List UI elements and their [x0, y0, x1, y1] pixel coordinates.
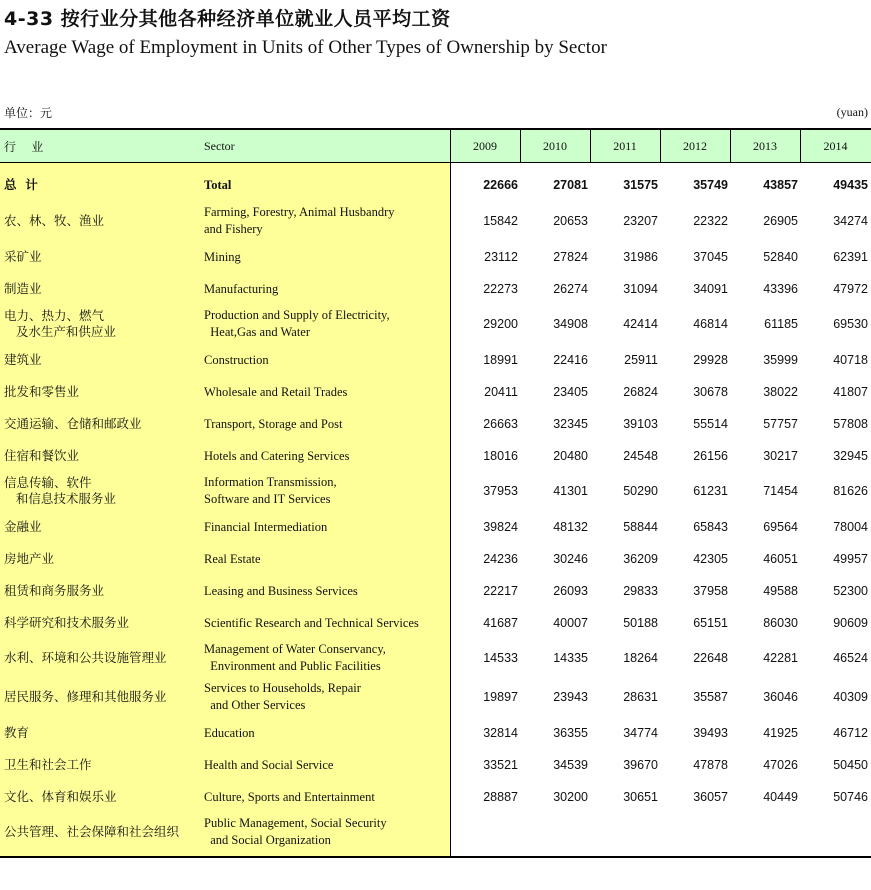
wage-value-2013: [732, 815, 798, 849]
wage-value-2013: 57757: [763, 417, 798, 431]
wage-value-2013: 46051: [763, 552, 798, 566]
wage-value-2014: 49957: [833, 552, 868, 566]
wage-value-2011: 36209: [623, 552, 658, 566]
wage-value-2013: 42281: [763, 651, 798, 665]
wage-value-2010: 34539: [553, 758, 588, 772]
sector-name-english: Production and Supply of Electricity, Heat,Gas and Water: [204, 308, 390, 339]
sector-name-english: Public Management, Social Security and Social Organization: [204, 816, 387, 847]
wage-value-2010: 27081: [553, 178, 588, 192]
wage-value-2009: 22217: [483, 584, 518, 598]
wage-value-2014: 52300: [833, 584, 868, 598]
sector-name-english: Wholesale and Retail Trades: [204, 384, 348, 399]
wage-value-2012: 22648: [693, 651, 728, 665]
sector-name-chinese: 农、林、牧、渔业: [4, 213, 105, 228]
wage-value-2011: 18264: [623, 651, 658, 665]
unit-label-english: (yuan): [836, 105, 868, 119]
sector-name-chinese: 交通运输、仓储和邮政业: [4, 416, 142, 431]
wage-value-2013: 47026: [763, 758, 798, 772]
wage-value-2011: 39670: [623, 758, 658, 772]
wage-value-2012: 37958: [693, 584, 728, 598]
header-year-2013: 2013: [753, 138, 777, 153]
wage-value-2014: [802, 815, 868, 849]
wage-value-2010: 27824: [553, 250, 588, 264]
wage-value-2014: 78004: [833, 520, 868, 534]
sector-name-chinese: 批发和零售业: [4, 384, 80, 399]
wage-value-2009: 19897: [483, 690, 518, 704]
sector-name-chinese: 教育: [4, 725, 30, 740]
sector-name-chinese: 公共管理、社会保障和社会组织: [4, 824, 180, 839]
wage-value-2014: 40718: [833, 353, 868, 367]
wage-value-2014: 34274: [833, 214, 868, 228]
wage-value-2010: 22416: [553, 353, 588, 367]
wage-value-2010: 26093: [553, 584, 588, 598]
wage-value-2010: 20653: [553, 214, 588, 228]
wage-value-2014: 62391: [833, 250, 868, 264]
sector-name-english: Health and Social Service: [204, 757, 334, 772]
header-year-2009: 2009: [473, 138, 497, 153]
wage-value-2009: 20411: [484, 385, 518, 399]
sector-name-chinese: 科学研究和技术服务业: [4, 615, 130, 630]
sector-name-chinese: 卫生和社会工作: [4, 757, 92, 772]
sector-name-chinese: 采矿业: [4, 249, 42, 264]
wage-value-2014: 81626: [833, 484, 868, 498]
wage-value-2012: 26156: [693, 449, 728, 463]
sector-name-chinese: 总 计: [4, 177, 38, 192]
table-title-english: Average Wage of Employment in Units of Other Types of Ownership by Sector: [4, 37, 607, 58]
wage-value-2010: 20480: [553, 449, 588, 463]
wage-value-2014: 47972: [833, 282, 868, 296]
sector-name-english: Education: [204, 725, 255, 740]
wage-value-2011: 31094: [623, 282, 658, 296]
wage-value-2009: 33521: [483, 758, 518, 772]
sector-name-chinese: 水利、环境和公共设施管理业: [4, 650, 167, 665]
wage-value-2009: [452, 815, 518, 849]
sector-name-chinese: 住宿和餐饮业: [4, 448, 80, 463]
wage-value-2013: 61185: [764, 317, 798, 331]
wage-value-2009: 32814: [483, 726, 518, 740]
wage-value-2011: 30651: [623, 790, 658, 804]
wage-value-2010: 23943: [553, 690, 588, 704]
wage-value-2014: 90609: [833, 616, 868, 630]
wage-value-2013: 86030: [763, 616, 798, 630]
wage-value-2012: 65151: [693, 616, 728, 630]
wage-value-2010: 41301: [553, 484, 588, 498]
wage-value-2014: 49435: [833, 178, 868, 192]
wage-value-2011: 24548: [623, 449, 658, 463]
wage-value-2009: 26663: [483, 417, 518, 431]
sector-name-english: Scientific Research and Technical Services: [204, 615, 419, 630]
wage-value-2013: 26905: [763, 214, 798, 228]
sector-name-english: Farming, Forestry, Animal Husbandry and Fishery: [204, 205, 395, 236]
wage-value-2011: 34774: [623, 726, 658, 740]
wage-value-2009: 22666: [483, 178, 518, 192]
wage-value-2011: 50188: [623, 616, 658, 630]
wage-value-2013: 35999: [763, 353, 798, 367]
table-title-chinese: 4-33 按行业分其他各种经济单位就业人员平均工资: [4, 8, 451, 30]
wage-value-2014: 40309: [833, 690, 868, 704]
sector-name-english: Hotels and Catering Services: [204, 448, 350, 463]
wage-value-2013: 43857: [763, 178, 798, 192]
sector-name-chinese: 制造业: [4, 281, 42, 296]
wage-value-2013: 43396: [763, 282, 798, 296]
wage-value-2009: 28887: [483, 790, 518, 804]
table-bottom-rule: [0, 856, 871, 858]
header-year-2014: 2014: [823, 138, 848, 153]
wage-value-2009: 24236: [483, 552, 518, 566]
unit-label-chinese: 单位：元: [4, 106, 53, 120]
wage-value-2009: 14533: [483, 651, 518, 665]
wage-value-2011: 25911: [624, 353, 658, 367]
wage-value-2012: 47878: [693, 758, 728, 772]
sector-name-chinese: 文化、体育和娱乐业: [4, 789, 117, 804]
wage-value-2013: 41925: [763, 726, 798, 740]
sector-name-chinese: 居民服务、修理和其他服务业: [4, 689, 167, 704]
wage-value-2014: 50746: [833, 790, 868, 804]
wage-value-2011: 50290: [623, 484, 658, 498]
wage-value-2010: 48132: [553, 520, 588, 534]
wage-value-2012: 29928: [693, 353, 728, 367]
header-year-2010: 2010: [543, 138, 567, 153]
sector-name-english: Manufacturing: [204, 281, 279, 296]
wage-value-2014: 57808: [833, 417, 868, 431]
wage-value-2014: 46524: [833, 651, 868, 665]
wage-value-2011: 58844: [623, 520, 658, 534]
wage-value-2013: 52840: [763, 250, 798, 264]
sector-name-chinese: 信息传输、软件 和信息技术服务业: [4, 475, 116, 506]
sector-name-english: Real Estate: [204, 551, 261, 566]
wage-value-2009: 22273: [483, 282, 518, 296]
wage-value-2012: 30678: [693, 385, 728, 399]
wage-value-2014: 32945: [833, 449, 868, 463]
wage-value-2012: 46814: [693, 317, 728, 331]
wage-value-2011: 42414: [623, 317, 658, 331]
wage-value-2009: 39824: [483, 520, 518, 534]
sector-name-english: Financial Intermediation: [204, 519, 328, 534]
wage-value-2014: 41807: [833, 385, 868, 399]
sector-name-english: Total: [204, 177, 232, 192]
wage-value-2014: 46712: [833, 726, 868, 740]
sector-name-english: Leasing and Business Services: [204, 583, 358, 598]
wage-value-2010: 26274: [553, 282, 588, 296]
sector-name-english: Culture, Sports and Entertainment: [204, 789, 375, 804]
wage-value-2014: 69530: [833, 317, 868, 331]
sector-name-english: Transport, Storage and Post: [204, 416, 343, 431]
sector-name-chinese: 电力、热力、燃气 及水生产和供应业: [4, 308, 116, 339]
wage-value-2013: 49588: [763, 584, 798, 598]
sector-name-chinese: 建筑业: [4, 352, 42, 367]
wage-value-2010: 40007: [553, 616, 588, 630]
sector-name-chinese: 房地产业: [4, 551, 55, 566]
sector-name-english: Mining: [204, 249, 241, 264]
wage-value-2009: 18991: [483, 353, 518, 367]
wage-value-2012: [662, 815, 728, 849]
wage-value-2012: 35749: [693, 178, 728, 192]
wage-value-2013: 69564: [763, 520, 798, 534]
wage-value-2011: 28631: [623, 690, 658, 704]
wage-value-2012: 22322: [693, 214, 728, 228]
wage-value-2011: 26824: [623, 385, 658, 399]
header-year-2012: 2012: [683, 138, 707, 153]
wage-value-2009: 15842: [483, 214, 518, 228]
wage-value-2011: [592, 815, 658, 849]
wage-value-2012: 37045: [693, 250, 728, 264]
sector-name-chinese: 金融业: [4, 519, 42, 534]
sector-name-english: Information Transmission, Software and IT Services: [204, 475, 337, 506]
wage-value-2010: [522, 815, 588, 849]
wage-value-2013: 36046: [763, 690, 798, 704]
wage-value-2013: 30217: [763, 449, 798, 463]
wage-value-2012: 35587: [693, 690, 728, 704]
sector-name-english: Services to Households, Repair and Other Services: [204, 681, 361, 712]
wage-value-2012: 42305: [693, 552, 728, 566]
wage-value-2012: 39493: [693, 726, 728, 740]
wage-value-2010: 32345: [553, 417, 588, 431]
wage-value-2009: 29200: [483, 317, 518, 331]
wage-value-2011: 31986: [623, 250, 658, 264]
wage-value-2012: 65843: [693, 520, 728, 534]
wage-value-2010: 23405: [553, 385, 588, 399]
wage-value-2013: 71454: [763, 484, 798, 498]
wage-value-2010: 30200: [553, 790, 588, 804]
sector-name-english: Construction: [204, 352, 269, 367]
wage-value-2013: 38022: [763, 385, 798, 399]
header-sector-english: Sector: [204, 138, 235, 153]
wage-value-2009: 37953: [483, 484, 518, 498]
column-divider: [450, 129, 451, 857]
wage-value-2012: 55514: [693, 417, 728, 431]
wage-value-2010: 34908: [553, 317, 588, 331]
wage-value-2011: 39103: [623, 417, 658, 431]
wage-value-2011: 29833: [623, 584, 658, 598]
wage-value-2012: 34091: [693, 282, 728, 296]
sector-name-chinese: 租赁和商务服务业: [4, 583, 105, 598]
wage-value-2009: 18016: [483, 449, 518, 463]
wage-value-2010: 14335: [553, 651, 588, 665]
wage-value-2010: 30246: [553, 552, 588, 566]
header-sector-chinese: 行 业: [4, 139, 44, 154]
wage-value-2009: 41687: [483, 616, 518, 630]
wage-value-2012: 61231: [693, 484, 728, 498]
wage-value-2010: 36355: [553, 726, 588, 740]
header-year-2011: 2011: [613, 138, 637, 153]
wage-value-2011: 23207: [623, 214, 658, 228]
wage-value-2014: 50450: [833, 758, 868, 772]
wage-value-2013: 40449: [763, 790, 798, 804]
sector-name-english: Management of Water Conservancy, Environment and Public Facilities: [204, 642, 386, 673]
wage-value-2012: 36057: [693, 790, 728, 804]
wage-value-2011: 31575: [623, 178, 658, 192]
wage-value-2009: 23112: [484, 250, 518, 264]
